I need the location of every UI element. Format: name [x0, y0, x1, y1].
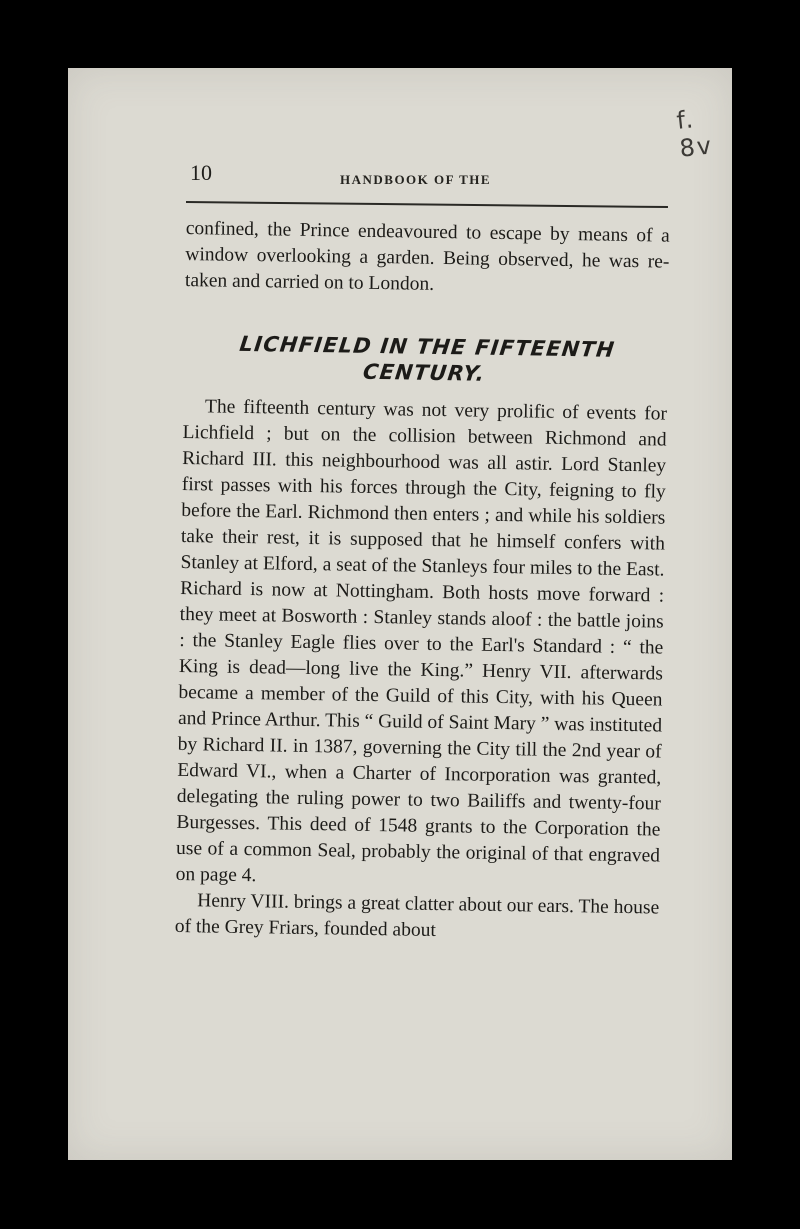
book-page: [68, 68, 732, 1160]
page-number: 10: [190, 160, 212, 185]
header-rule: [186, 201, 668, 208]
section-heading: LICHFIELD IN THE FIFTEENTH CENTURY.: [238, 331, 617, 386]
paragraph-continued: confined, the Prince endeavoured to escape by means of a window overlooking a garden. Being observed, he was re-taken and carried on to London.: [184, 217, 670, 295]
paragraph-fifteenth-century: The fifteenth century was not very prolific of events for Lichfield ; but on the collision between Richmond and Richard III. this neighbourhood was all astir. Lord Stanley first passes with his forces through the City, feigning to fly before the Earl. Richmond then enters ; and while his soldiers take their rest, it is supposed that he himself confers with Stanley at Elford, a seat of the Stanleys four miles to the East. Richard is now at Nottingham. Both hosts move forward : they meet at Bosworth : Stanley stands aloof : the battle joins : the Stanley Eagle flies over to the Earl's Standard : “ the King is dead—long live the King.” Henry VII. afterwards became a member of the Guild of this City, with his Queen and Prince Arthur. This “ Guild of Saint Mary ” was instituted by Richard II. in 1387, governing the City till the 2nd year of Edward VI., when a Charter of Incorporation was granted, delegating the ruling power to two Bailiffs and twenty-four Burgesses. This deed of 1548 grants to the Corporation the use of a common Seal, probably the original of that engraved on page 4.: [175, 396, 668, 887]
handwritten-folio-mark: f. 8v: [675, 105, 715, 163]
body-text: [175, 216, 670, 948]
paragraph-henry-viii: Henry VIII. brings a great clatter about our ears. The house of the Grey Friars, founded about: [174, 890, 660, 942]
running-head: HANDBOOK OF THE: [340, 172, 492, 187]
